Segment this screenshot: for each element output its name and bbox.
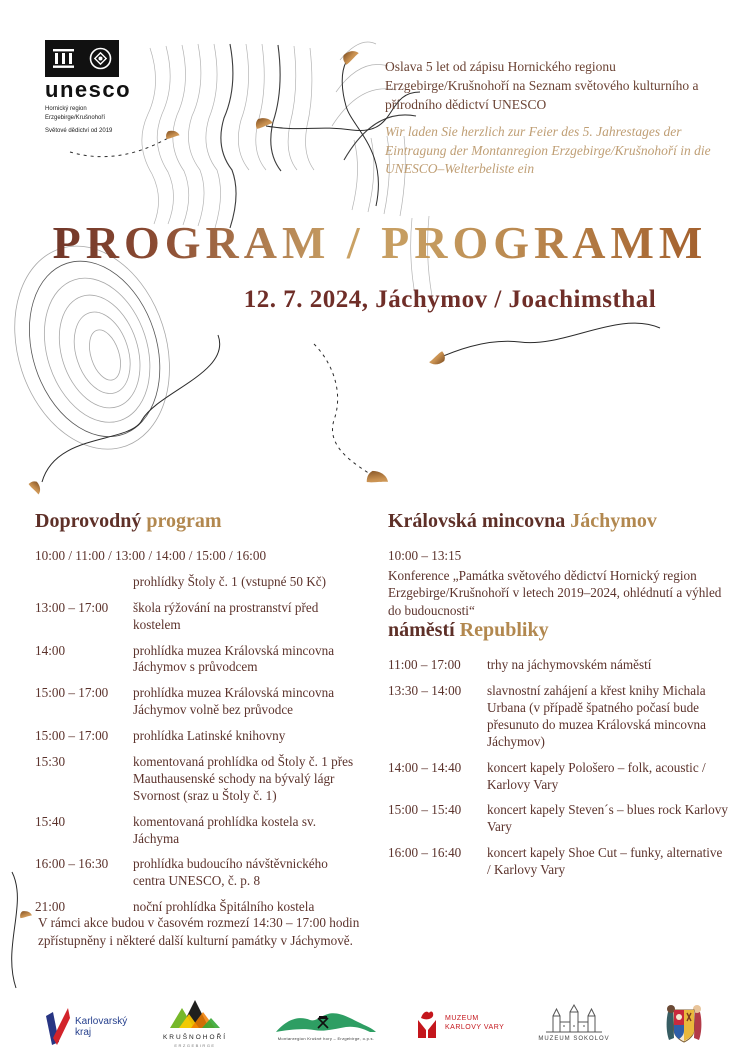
section-heading	[388, 510, 728, 532]
schedule-time: 15:30	[35, 754, 66, 770]
schedule-time: 11:00 – 17:00	[388, 657, 461, 673]
schedule-text: slavnostní zahájení a křest knihy Michala Urbana (v případě špatného počasí bude přesunuto do muzea Královská mincovna Jáchymov)	[487, 683, 706, 749]
page-title: PROGRAM / PROGRAMM	[25, 216, 735, 269]
heading-dark-part: Doprovodný	[35, 510, 142, 532]
unesco-since-line: Světové dědictví od 2019	[45, 128, 113, 134]
schedule-text: koncert kapely Steven´s – blues rock Karlovy Vary	[487, 802, 728, 835]
schedule-time: 14:00 – 14:40	[388, 759, 462, 775]
muzeum-sokolov-label: MUZEUM SOKOLOV	[538, 1036, 610, 1042]
intro-german: Wir laden Sie herzlich zur Feier des 5. Jahrestages der Eintragung der Montanregion Erzgebirge/Krušnohoří in die UNESCO–Welterbeliste ein	[385, 123, 711, 177]
heading-dark-part: Královská mincovna	[388, 510, 566, 532]
unesco-region-line2: Erzgebirge/Krušnohoří	[45, 115, 106, 121]
schedule-text: prohlídka Latinské knihovny	[133, 728, 286, 744]
karlovarsky-kraj-icon	[44, 1008, 70, 1046]
krusnohori-label: KRUŠNOHOŘÍ	[162, 1034, 228, 1041]
krusnohori-triangles-icon	[169, 998, 221, 1032]
schedule-text: prohlídky Štoly č. 1 (vstupné 50 Kč)	[133, 573, 327, 589]
schedule-text: komentovaná prohlídka kostela sv. Jáchyma	[133, 813, 316, 846]
heading-gold-part: Republiky	[459, 619, 549, 642]
krusnohori-sublabel: ERZGEBIRGE	[174, 1043, 216, 1048]
schedule-time: 16:00 – 16:30	[35, 856, 109, 872]
intro-czech: Oslava 5 let od zápisu Hornického regionu Erzgebirge/Krušnohoří na Seznam světového kulturního a přírodního dědictví UNESCO	[385, 59, 699, 112]
karlovarsky-kraj-logo	[44, 1008, 127, 1046]
montanregion-label: Montanregion Krušné hory – Erzgebirge, o.p.s.	[277, 1036, 375, 1041]
schedule-text: koncert kapely Pološero – folk, acoustic / Karlovy Vary	[487, 759, 706, 792]
intro-block	[385, 58, 741, 179]
schedule-time: 15:40	[35, 813, 66, 829]
muzeum-karlovy-vary-logo	[414, 1008, 504, 1040]
heading-gold-part: Jáchymov	[570, 510, 657, 532]
unesco-logo	[45, 40, 165, 77]
schedule-time: 13:30 – 14:00	[388, 683, 462, 699]
muzeum-kv-icon	[414, 1008, 440, 1040]
unesco-logo-block	[45, 40, 165, 136]
schedule-list	[35, 548, 362, 916]
schedule-time: 13:00 – 17:00	[35, 599, 109, 615]
muzeum-sokolov-castle-icon	[543, 1004, 605, 1034]
montanregion-mountains-icon	[274, 1010, 378, 1034]
section-heading-namesti	[388, 619, 728, 641]
footer-note: V rámci akce budou v časovém rozmezí 14:30 – 17:00 hodin zpřístupněny i některé další kulturní památky v Jáchymově.	[38, 915, 360, 948]
schedule-text: škola rýžování na prostranství před kostelem	[133, 599, 319, 632]
schedule-text: koncert kapely Shoe Cut – funky, alternative / Karlovy Vary	[487, 845, 723, 878]
schedule-time: 16:00 – 16:40	[388, 845, 462, 861]
section-kralovska-mincovna	[388, 510, 728, 879]
schedule-time: 10:00 – 13:15	[388, 548, 462, 563]
schedule-text: prohlídka budoucího návštěvnického centra UNESCO, č. p. 8	[133, 856, 328, 889]
unesco-region-line1: Hornický region	[45, 106, 87, 112]
schedule-time: 15:00 – 17:00	[35, 685, 109, 701]
schedule-text: komentovaná prohlídka od Štoly č. 1 přes Mauthausenské schody na bývalý lágr Svornost (sraz u Štoly č. 1)	[133, 754, 354, 803]
schedule-text: prohlídka muzea Královská mincovna Jáchymov volně bez průvodce	[133, 685, 335, 718]
heading-dark-part: náměstí	[388, 619, 455, 642]
schedule-list	[388, 657, 728, 879]
unesco-wordmark: unesco	[45, 77, 132, 102]
schedule-time: 21:00	[35, 899, 66, 915]
montanregion-logo	[272, 1010, 380, 1041]
jachymov-coat-of-arms	[662, 998, 706, 1046]
section-doprovodny-program	[35, 510, 362, 916]
heading-gold-part: program	[146, 510, 222, 532]
section-heading	[35, 510, 362, 532]
schedule-text: prohlídka muzea Královská mincovna Jáchymov s průvodcem	[133, 642, 335, 675]
schedule-text: Konference „Památka světového dědictví Hornický region Erzgebirge/Krušnohoří v letech 2019–2024, ohlédnutí a výhled do budoucnosti“	[388, 567, 722, 618]
muzeum-kv-label: MUZEUM KARLOVY VARY	[445, 1015, 505, 1031]
schedule-time: 15:00 – 15:40	[388, 802, 462, 818]
schedule-text: trhy na jáchymovském náměstí	[487, 657, 652, 673]
partner-logos-row	[0, 992, 750, 1056]
schedule-time: 14:00	[35, 642, 66, 658]
schedule-time: 10:00 / 11:00 / 13:00 / 14:00 / 15:00 / 16:00	[35, 548, 267, 563]
karlovarsky-kraj-label: Karlovarský kraj	[75, 1016, 128, 1038]
unesco-subtext	[45, 105, 165, 136]
schedule-text: noční prohlídka Špitálního kostela	[133, 899, 315, 915]
krusnohori-logo	[160, 998, 230, 1048]
world-heritage-emblem-icon	[82, 40, 119, 77]
muzeum-sokolov-logo	[536, 1004, 612, 1042]
schedule-time: 15:00 – 17:00	[35, 728, 109, 744]
event-date-location: 12. 7. 2024, Jáchymov / Joachimsthal	[243, 286, 657, 313]
unesco-temple-icon	[45, 40, 82, 77]
jachymov-crest-icon	[662, 998, 706, 1046]
